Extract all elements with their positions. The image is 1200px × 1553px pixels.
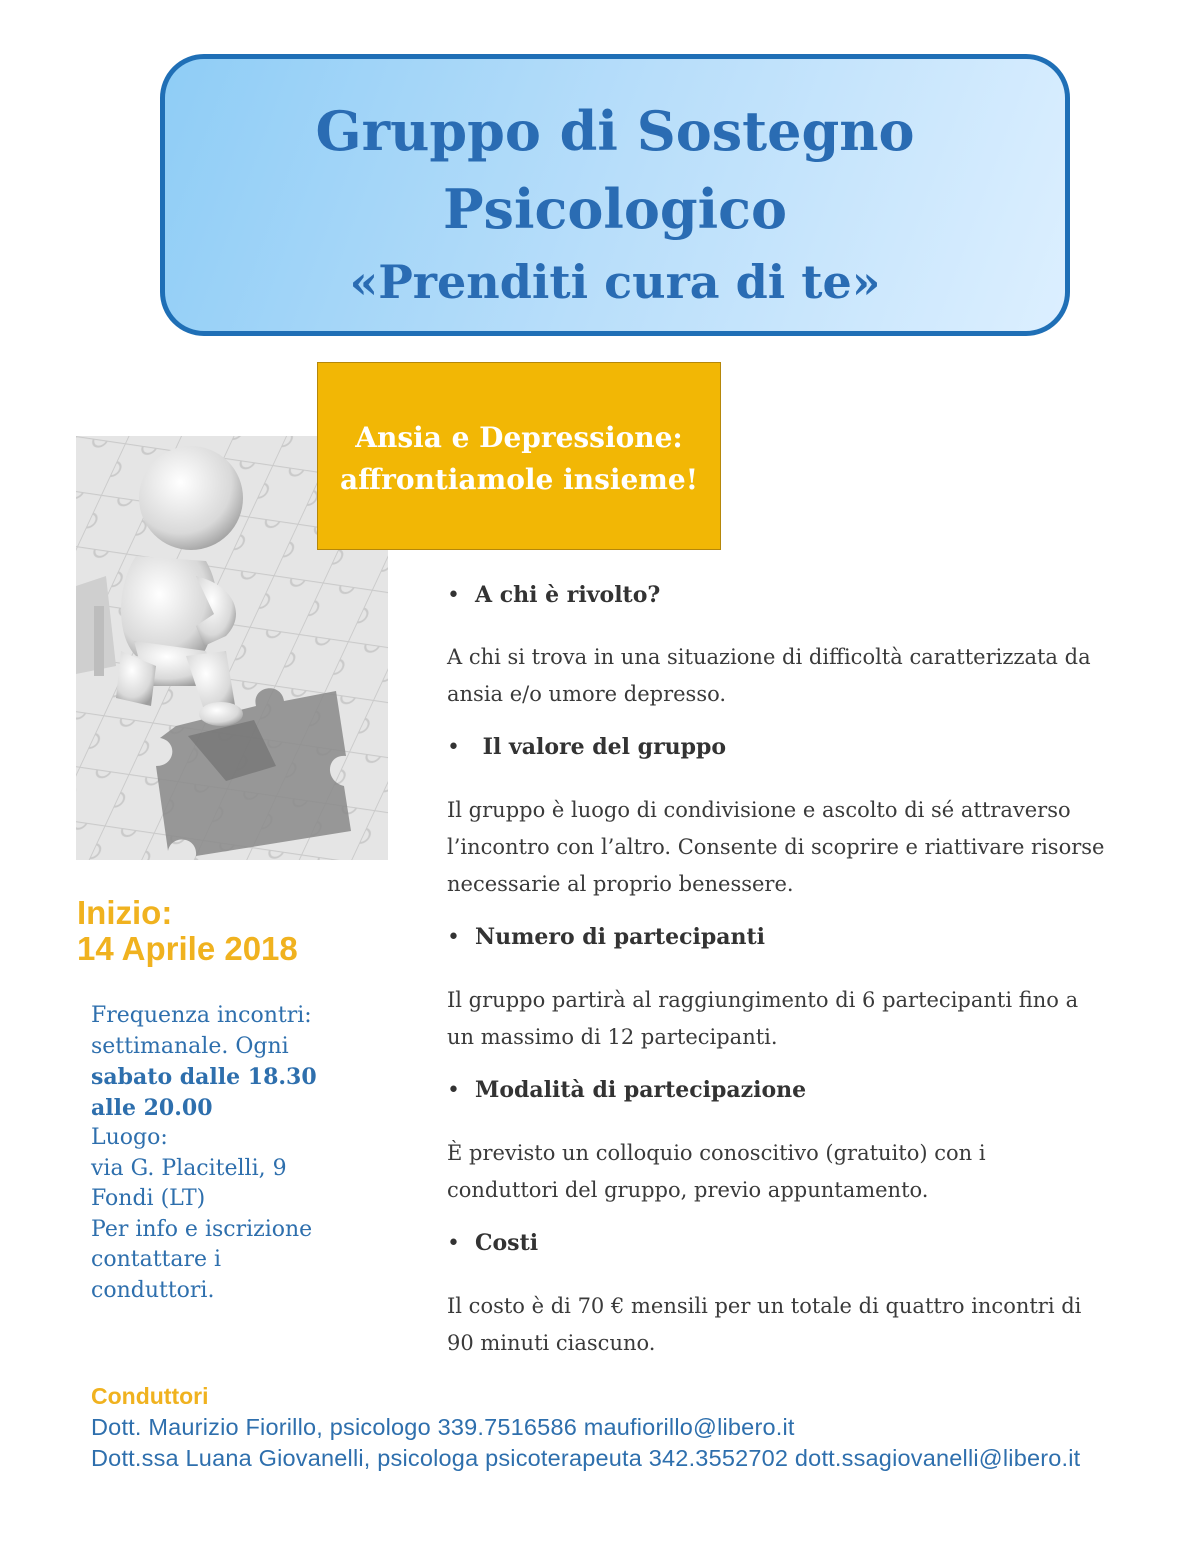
start-date: 14 Aprile 2018 [77, 930, 298, 967]
section-text: Il costo è di 70 € mensili per un totale di quattro incontri di 90 minuti ciascuno. [447, 1294, 1082, 1355]
side-info-line: settimanale. Ogni [91, 1033, 289, 1059]
title-box [160, 54, 1070, 336]
section-text: A chi si trova in una situazione di difficoltà caratterizzata da ansia e/o umore depresso. [447, 645, 1091, 706]
start-label: Inizio: [77, 894, 173, 931]
side-info-line: Per info e iscrizione [91, 1216, 313, 1242]
footer-heading: Conduttori [91, 1383, 209, 1409]
side-info-line: Frequenza incontri: [91, 1003, 312, 1028]
section-text: È previsto un colloquio conoscitivo (gratuito) con i conduttori del gruppo, previo appuntamento. [447, 1141, 986, 1202]
conductor-line: Dott.ssa Luana Giovanelli, psicologa psicoterapeuta 342.3552702 dott.ssagiovanelli@libero.it [91, 1445, 1081, 1471]
side-info-line: via G. Placitelli, 9 [91, 1155, 287, 1181]
side-info-line: conduttori. [91, 1277, 215, 1303]
side-info [91, 1001, 351, 1306]
side-info-line: contattare i [91, 1247, 222, 1272]
section-heading: • Costi [447, 1230, 539, 1256]
side-info-line: sabato dalle 18.30 [91, 1064, 317, 1090]
side-info-line: alle 20.00 [91, 1094, 213, 1121]
title-line-1: Gruppo di Sostegno [315, 99, 915, 163]
section-heading: • Modalità di partecipazione [447, 1077, 807, 1103]
title-line-2: Psicologico [442, 177, 788, 241]
bullet-icon: • [447, 735, 460, 760]
section-heading: • Il valore del gruppo [447, 734, 727, 760]
footer-conductors [91, 1383, 1080, 1474]
side-info-line: Fondi (LT) [91, 1186, 206, 1211]
section-text: Il gruppo è luogo di condivisione e ascolto di sé attraverso l’incontro con l’altro. Consente di scoprire e riattivare risorse necessarie al proprio benessere. [447, 798, 1105, 896]
bullet-icon: • [447, 1231, 460, 1256]
conductor-line: Dott. Maurizio Fiorillo, psicologo 339.7516586 maufiorillo@libero.it [91, 1414, 795, 1440]
bullet-icon: • [447, 1078, 460, 1103]
bullet-icon: • [447, 583, 460, 608]
title-line-3: «Prenditi cura di te» [349, 255, 881, 309]
banner-line-2: affrontiamole insieme! [339, 463, 699, 496]
banner-line-1: Ansia e Depressione: [355, 421, 683, 454]
section-text: Il gruppo partirà al raggiungimento di 6 partecipanti fino a un massimo di 12 partecipanti. [447, 988, 1079, 1049]
side-info-line: Luogo: [91, 1125, 168, 1150]
banner-box [317, 362, 721, 550]
section-heading: • A chi è rivolto? [447, 582, 661, 608]
section-heading: • Numero di partecipanti [447, 924, 765, 950]
bullet-icon: • [447, 925, 460, 950]
